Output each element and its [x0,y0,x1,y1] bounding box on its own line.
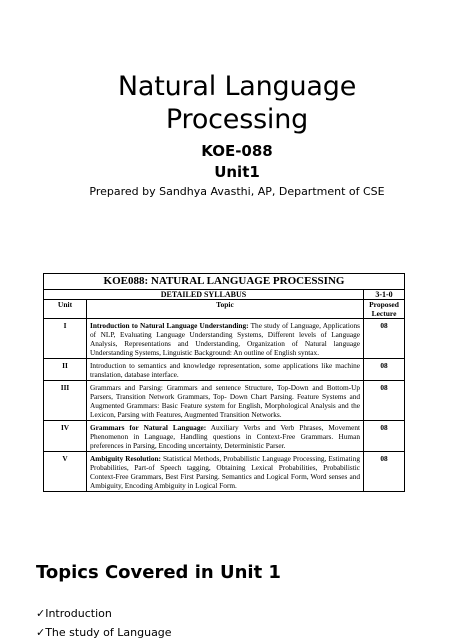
ltp-label: 3-1-0 [364,290,405,300]
title-line-2: Processing [165,104,309,135]
lecture-count: 08 [364,381,405,421]
unit-topic [87,421,364,452]
unit-number: IV [44,421,87,452]
unit-number: III [44,381,87,421]
unit-number: I [44,319,87,359]
detailed-syllabus-label: DETAILED SYLLABUS [44,290,364,300]
unit-label: Unit1 [214,163,260,181]
unit-topic [87,359,364,381]
slide-title [0,70,474,136]
unit-topic [87,452,364,492]
syllabus-course-title: KOE088: NATURAL LANGUAGE PROCESSING [44,274,405,290]
title-line-1: Natural Language [117,71,357,102]
topics-list [36,604,172,642]
topic-text: The study of Language, Applications of NLP, Evaluating Language Understanding Systems, Different levels of Language Analysis, Representations and Understanding, Organization of Natural language Understanding Systems, Linguistic Background: An outline of English syntax. [90,321,360,357]
unit-topic [87,319,364,359]
topics-heading: Topics Covered in Unit 1 [36,562,281,583]
syllabus-row [44,381,405,421]
lecture-count: 08 [364,319,405,359]
syllabus-row [44,319,405,359]
header-lecture: Proposed Lecture [364,300,405,319]
lecture-count: 08 [364,452,405,492]
topic-heading: Ambiguity Resolution: [90,454,161,463]
syllabus-image [43,273,405,492]
topic-item: ✓Introduction [36,607,112,620]
header-topic: Topic [87,300,364,319]
syllabus-row [44,452,405,492]
unit-topic [87,381,364,421]
syllabus-row [44,359,405,381]
lecture-count: 08 [364,359,405,381]
syllabus-table [43,273,405,492]
topic-text: Auxiliary Verbs and Verb Phrases, Movement Phenomenon in Language, Handling questions in Context-Free Grammars. Human preferences in Parsing, Encoding uncertainty, Deterministic Parser. [90,423,361,450]
topic-text: Introduction to semantics and knowledge representation, some applications like machine translation, database interface. [90,361,360,379]
syllabus-row [44,421,405,452]
unit-number: II [44,359,87,381]
course-code: KOE-088 [201,142,273,160]
topic-text: Statistical Methods, Probabilistic Language Processing, Estimating Probabilities, Part-of Speech tagging, Obtaining Lexical Probabilities, Probabilistic Context-Free Grammars, Best First Parsing. Semantics and Logical Form, Word senses and Ambiguity, Encoding Ambiguity in Logical Form. [90,454,360,490]
topic-heading: Grammars for Natural Language: [90,423,207,432]
unit-number: V [44,452,87,492]
lecture-count: 08 [364,421,405,452]
header-unit: Unit [44,300,87,319]
topic-heading: Introduction to Natural Language Understanding: [90,321,249,330]
topic-item: ✓The study of Language [36,626,172,639]
topic-text: Grammars and Parsing: Grammars and sentence Structure, Top-Down and Bottom-Up Parsers, Transition Network Grammars, Top- Down Chart Parsing. Feature Systems and Augmented Grammars: Basic Feature system for English, Morphological Analysis and the Lexicon, Parsing with Features, Augmented Transition Networks. [90,383,360,419]
prepared-by: Prepared by Sandhya Avasthi, AP, Department of CSE [89,185,385,198]
